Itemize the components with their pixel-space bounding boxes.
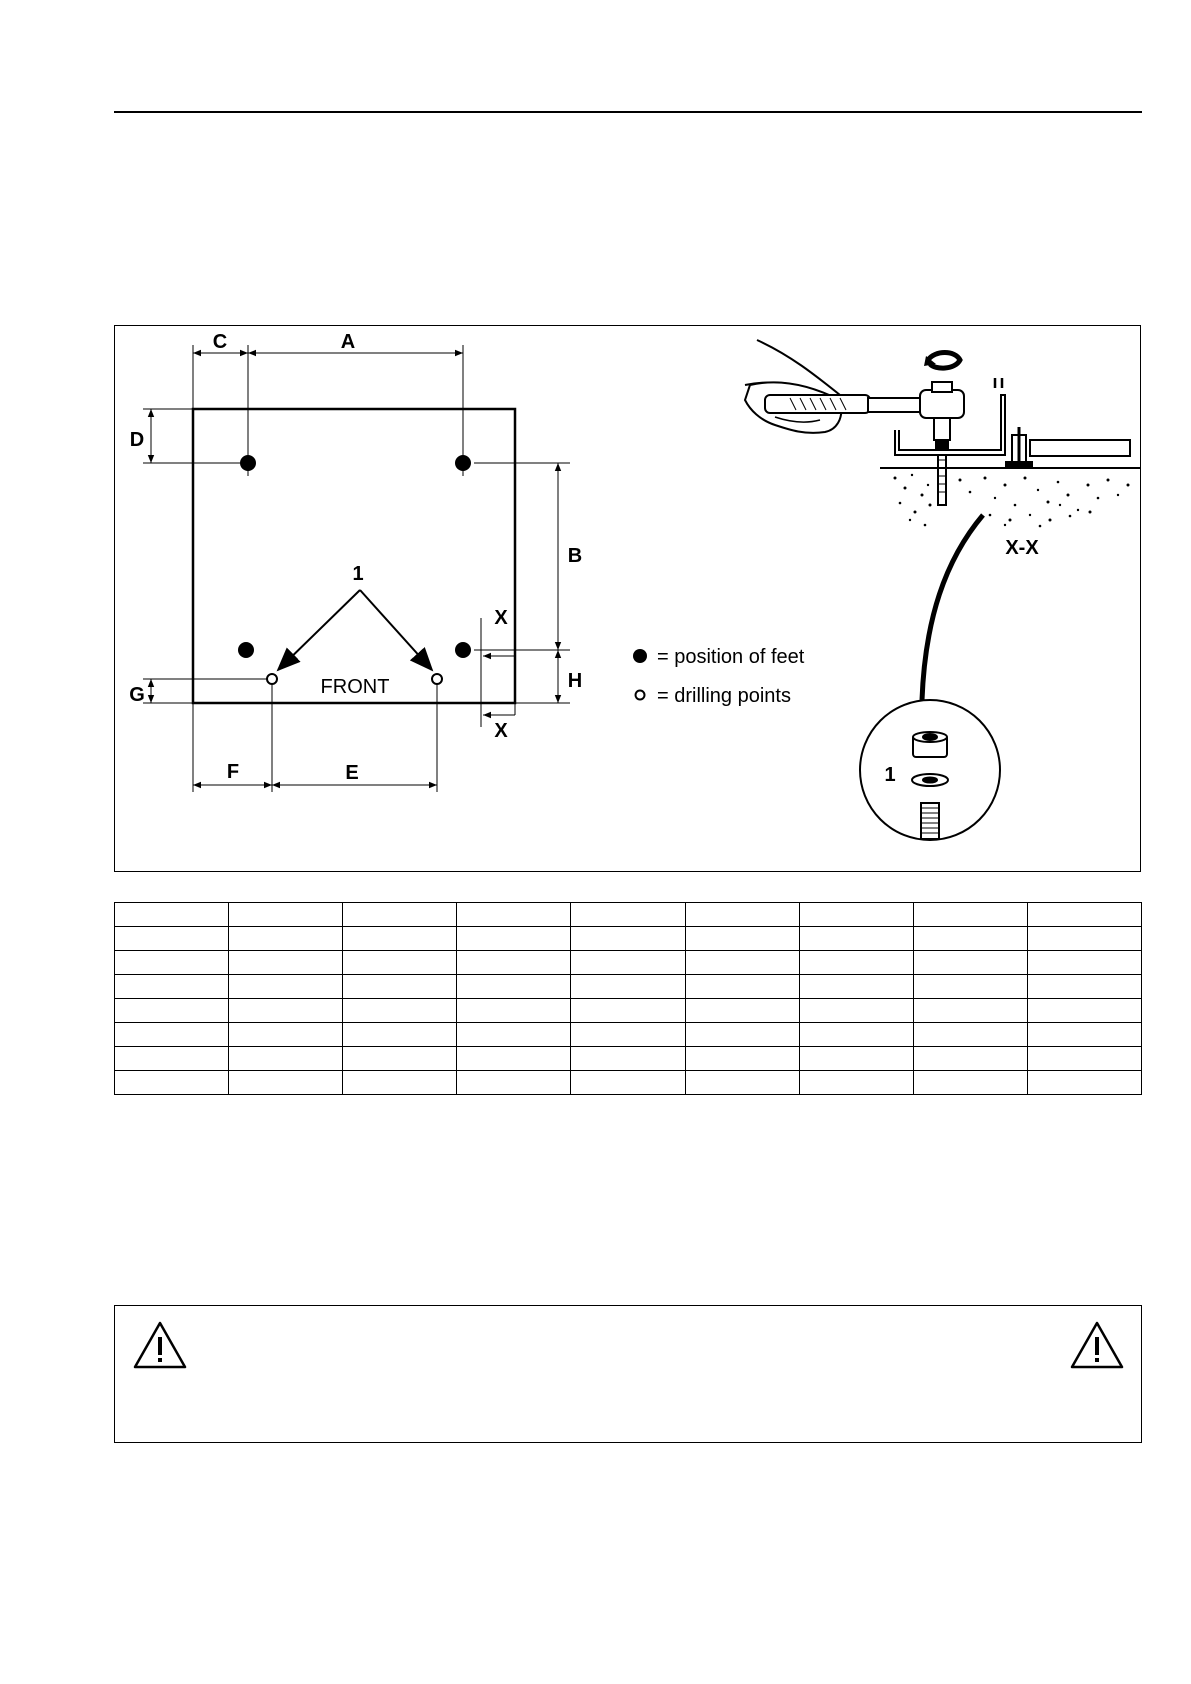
table-cell	[1027, 999, 1141, 1023]
table-cell	[229, 999, 343, 1023]
table-cell	[913, 999, 1027, 1023]
table-cell	[343, 1047, 457, 1071]
detail-magnifier	[860, 700, 1000, 840]
legend-feet-icon	[633, 649, 647, 663]
label-D: D	[129, 429, 145, 451]
table-cell	[799, 1023, 913, 1047]
table-cell	[1027, 975, 1141, 999]
callout-arrows	[278, 590, 432, 670]
callout-number: 1	[352, 563, 364, 585]
table-cell	[115, 999, 229, 1023]
table-cell	[685, 903, 799, 927]
warning-left-icon	[132, 1320, 188, 1370]
table-cell	[571, 999, 685, 1023]
label-H: H	[567, 670, 583, 692]
foot-top-right	[455, 455, 471, 471]
section-label: X-X	[1005, 537, 1039, 559]
label-C: C	[212, 331, 228, 353]
label-X-bottom: X	[494, 720, 508, 742]
warning-box	[114, 1305, 1142, 1443]
table-cell	[799, 1047, 913, 1071]
table-cell	[457, 1023, 571, 1047]
table-cell	[229, 975, 343, 999]
table-cell	[115, 1047, 229, 1071]
table-cell	[343, 903, 457, 927]
table-cell	[115, 927, 229, 951]
label-B: B	[567, 545, 583, 567]
table-cell	[799, 975, 913, 999]
base-outline	[193, 409, 515, 703]
table-cell	[571, 1071, 685, 1095]
table-cell	[913, 927, 1027, 951]
table-cell	[799, 1071, 913, 1095]
table-cell	[343, 1071, 457, 1095]
table-cell	[115, 1071, 229, 1095]
label-X-top: X	[494, 607, 508, 629]
foot-top-left	[240, 455, 256, 471]
table-row	[115, 999, 1142, 1023]
feet-positions	[238, 455, 471, 658]
concrete-texture	[894, 474, 1130, 528]
detail-callout: 1	[884, 764, 896, 786]
table-cell	[571, 1047, 685, 1071]
label-E: E	[345, 762, 359, 784]
warning-right-icon	[1069, 1320, 1125, 1370]
table-cell	[913, 1047, 1027, 1071]
label-F: F	[226, 761, 240, 783]
table-cell	[115, 903, 229, 927]
table-cell	[343, 975, 457, 999]
table-cell	[115, 951, 229, 975]
table-cell	[457, 999, 571, 1023]
table-cell	[913, 1071, 1027, 1095]
table-cell	[571, 927, 685, 951]
foot-bottom-right	[455, 642, 471, 658]
legend-drilling-text: = drilling points	[657, 685, 791, 707]
table-cell	[457, 975, 571, 999]
foot-bottom-left	[238, 642, 254, 658]
legend-feet-text: = position of feet	[657, 646, 805, 668]
detail-leader	[922, 515, 983, 700]
table-cell	[685, 951, 799, 975]
drill-left	[267, 674, 277, 684]
table-cell	[1027, 951, 1141, 975]
table-cell	[343, 1023, 457, 1047]
table-cell	[685, 1071, 799, 1095]
table-cell	[913, 951, 1027, 975]
table-cell	[571, 903, 685, 927]
table-cell	[799, 927, 913, 951]
table-cell	[799, 999, 913, 1023]
table-cell	[685, 927, 799, 951]
table-cell	[913, 975, 1027, 999]
table-row	[115, 903, 1142, 927]
table-cell	[343, 927, 457, 951]
table-cell	[1027, 903, 1141, 927]
table-cell	[229, 1047, 343, 1071]
table-cell	[1027, 1071, 1141, 1095]
table-row	[115, 1047, 1142, 1071]
table-cell	[1027, 1047, 1141, 1071]
table-cell	[571, 951, 685, 975]
table-cell	[457, 1071, 571, 1095]
drill-right	[432, 674, 442, 684]
table-cell	[799, 951, 913, 975]
table-row	[115, 927, 1142, 951]
table-cell	[913, 903, 1027, 927]
table-cell	[685, 1047, 799, 1071]
table-cell	[229, 951, 343, 975]
table-cell	[343, 999, 457, 1023]
dimension-table	[114, 902, 1142, 1095]
table-cell	[229, 927, 343, 951]
table-cell	[457, 951, 571, 975]
table-cell	[1027, 1023, 1141, 1047]
table-cell	[115, 975, 229, 999]
table-cell	[571, 975, 685, 999]
table-cell	[115, 1023, 229, 1047]
table-cell	[457, 1047, 571, 1071]
table-row	[115, 975, 1142, 999]
table-row	[115, 951, 1142, 975]
table-cell	[457, 903, 571, 927]
table-cell	[229, 903, 343, 927]
table-cell	[343, 951, 457, 975]
front-label: FRONT	[320, 676, 390, 698]
table-cell	[571, 1023, 685, 1047]
table-cell	[1027, 927, 1141, 951]
label-G: G	[129, 684, 145, 706]
table-cell	[685, 1023, 799, 1047]
legend-drilling-icon	[636, 691, 645, 700]
table-cell	[685, 975, 799, 999]
label-A: A	[340, 331, 356, 353]
table-row	[115, 1071, 1142, 1095]
table-cell	[229, 1071, 343, 1095]
table-cell	[457, 927, 571, 951]
table-row	[115, 1023, 1142, 1047]
section-view-illustration	[745, 340, 1140, 505]
table-cell	[799, 903, 913, 927]
table-cell	[229, 1023, 343, 1047]
table-cell	[685, 999, 799, 1023]
table-cell	[913, 1023, 1027, 1047]
